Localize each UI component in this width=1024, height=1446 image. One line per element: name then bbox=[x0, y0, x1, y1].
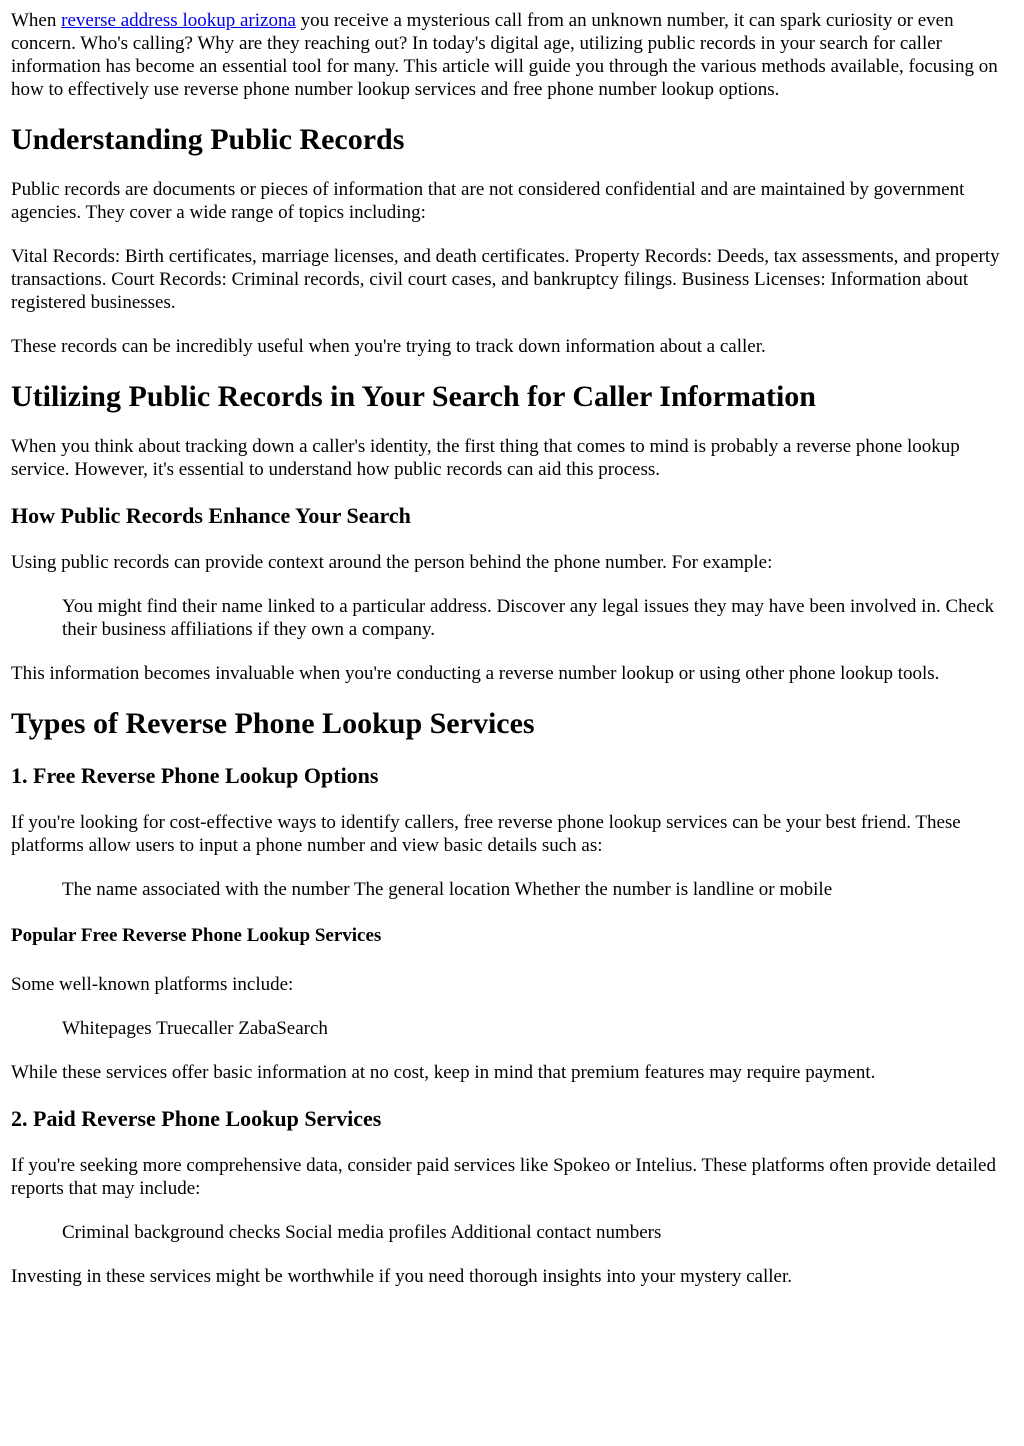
paragraph-context: Using public records can provide context around the person behind the phone number. For example: bbox=[11, 552, 773, 573]
paragraph-premium-note: While these services offer basic information at no cost, keep in mind that premium features may require payment. bbox=[11, 1062, 876, 1083]
quote-report-contents: Criminal background checks Social media profiles Additional contact numbers bbox=[62, 1222, 662, 1243]
paragraph-record-types: Vital Records: Birth certificates, marriage licenses, and death certificates. Property Records: Deeds, tax assessments, and property transactions. Court Records: Criminal records, civil court cases, and bankruptcy filings. Business Licenses: Information about registered businesses. bbox=[11, 246, 1000, 313]
paragraph-free-lookup: If you're looking for cost-effective ways to identify callers, free reverse phone lookup services can be your best friend. These platforms allow users to input a phone number and view basic details such as: bbox=[11, 812, 961, 856]
paragraph-paid-lookup: If you're seeking more comprehensive data, consider paid services like Spokeo or Intelius. These platforms often provide detailed reports that may include: bbox=[11, 1155, 996, 1199]
intro-paragraph bbox=[11, 9, 1013, 101]
paragraph-public-records-definition: Public records are documents or pieces of information that are not considered confidential and are maintained by government agencies. They cover a wide range of topics including: bbox=[11, 179, 965, 223]
paragraph-investing: Investing in these services might be worthwhile if you need thorough insights into your mystery caller. bbox=[11, 1266, 792, 1287]
intro-text-before-link: When bbox=[11, 10, 62, 31]
heading-types-of-lookup: Types of Reverse Phone Lookup Services bbox=[11, 707, 535, 740]
intro-text-after-link: you receive a mysterious call from an unknown number, it can spark curiosity or even concern. Who's calling? Why are they reaching out? In today's digital age, utilizing public records in your search for caller information has become an essential tool for many. This article will guide you through the various methods available, focusing on how to effectively use reverse phone number lookup services and free phone number lookup options. bbox=[11, 10, 998, 100]
heading-utilizing-public-records: Utilizing Public Records in Your Search for Caller Information bbox=[11, 380, 816, 413]
paragraph-invaluable: This information becomes invaluable when you're conducting a reverse number lookup or using other phone lookup tools. bbox=[11, 663, 940, 684]
quote-basic-details: The name associated with the number The general location Whether the number is landline or mobile bbox=[62, 879, 833, 900]
paragraph-well-known-platforms: Some well-known platforms include: bbox=[11, 974, 294, 995]
heading-free-lookup: 1. Free Reverse Phone Lookup Options bbox=[11, 763, 379, 788]
quote-platform-list: Whitepages Truecaller ZabaSearch bbox=[62, 1018, 328, 1039]
reverse-address-lookup-link[interactable]: reverse address lookup arizona bbox=[61, 10, 296, 31]
heading-paid-lookup: 2. Paid Reverse Phone Lookup Services bbox=[11, 1106, 382, 1131]
paragraph-records-useful: These records can be incredibly useful when you're trying to track down information about a caller. bbox=[11, 336, 766, 357]
paragraph-tracking-caller: When you think about tracking down a caller's identity, the first thing that comes to mind is probably a reverse phone lookup service. However, it's essential to understand how public records can aid this process. bbox=[11, 436, 960, 480]
heading-enhance-search: How Public Records Enhance Your Search bbox=[11, 503, 411, 528]
heading-popular-free-services: Popular Free Reverse Phone Lookup Services bbox=[11, 925, 382, 946]
quote-examples: You might find their name linked to a particular address. Discover any legal issues they may have been involved in. Check their business affiliations if they own a company. bbox=[62, 596, 995, 640]
heading-understanding-public-records: Understanding Public Records bbox=[11, 123, 405, 156]
